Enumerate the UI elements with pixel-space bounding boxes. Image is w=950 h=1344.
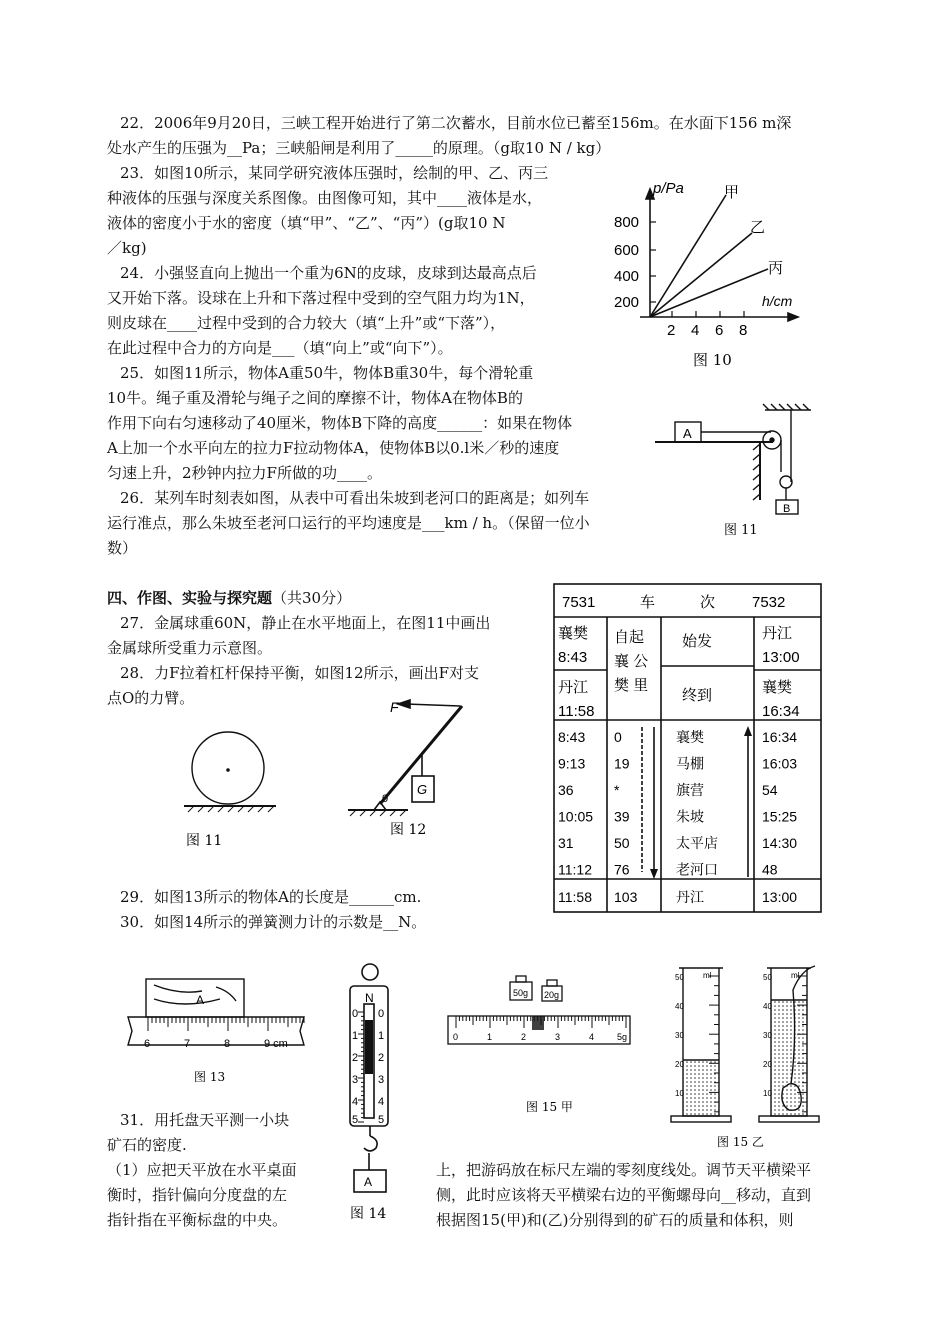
- fig10-series-jia: 甲: [724, 183, 740, 201]
- fig12-o: 0: [382, 793, 389, 805]
- timetable-cell: 39: [614, 808, 630, 825]
- timetable-cell: 14:30: [762, 835, 798, 851]
- tt-top-mid: 襄 公: [614, 653, 649, 670]
- tt-header-right: 7532: [752, 594, 786, 611]
- timetable-cell: 76: [614, 861, 630, 878]
- figure-15b: [665, 960, 845, 1155]
- timetable-cell: 丹江: [676, 889, 704, 905]
- fig10-line-jia: [650, 195, 726, 317]
- figure-14: [340, 960, 400, 1225]
- pointer-spring: [365, 1020, 373, 1074]
- fig10-xtick: 2: [667, 322, 676, 339]
- fig15b-tick: 20: [675, 1060, 684, 1069]
- tt-top-right: 丹江: [762, 625, 793, 642]
- fig13-caption: 图 13: [194, 1070, 226, 1084]
- q30: 30．如图14所示的弹簧测力计的示数是__N。: [120, 913, 427, 931]
- fig14-scale: 4: [352, 1096, 359, 1108]
- q27-line2: 金属球所受重力示意图。: [107, 639, 273, 657]
- fig15b-tick: 40: [675, 1002, 684, 1011]
- timetable-cell: 老河口: [676, 861, 718, 878]
- section-title-text: 四、作图、实验与探究题: [107, 589, 273, 607]
- train-timetable: [552, 582, 824, 916]
- fig13-tick: 7: [184, 1038, 191, 1050]
- timetable-cell: 13:00: [762, 889, 798, 905]
- fig15b-tick: 30: [763, 1031, 772, 1040]
- timetable-cell: 16:03: [762, 755, 798, 772]
- fig15b-unit: ml: [791, 971, 800, 980]
- fig15a-tick: 5g: [617, 1032, 628, 1042]
- section-points: （共30分）: [272, 589, 352, 607]
- tt-top-mid: 樊 里: [614, 677, 649, 694]
- fig15b-tick: 10: [763, 1089, 772, 1098]
- tt-top-left: 8:43: [558, 649, 588, 666]
- fig15b-tick: 10: [675, 1089, 684, 1098]
- force-arrow: [398, 700, 410, 708]
- fig10-xtick: 6: [715, 322, 724, 339]
- object-a-texture: [154, 985, 236, 1004]
- cylinder2-base: [759, 1116, 819, 1122]
- timetable-cell: 31: [558, 835, 574, 851]
- fig15b-tick: 50: [675, 973, 684, 982]
- fig10-xtick: 8: [739, 322, 748, 339]
- tt-header-left: 7531: [562, 594, 596, 611]
- figure-12: [340, 692, 475, 842]
- fig12-g: G: [417, 782, 428, 797]
- fig10-caption: 图 10: [693, 351, 732, 369]
- q23-line4: ／kg): [107, 239, 147, 257]
- timetable-cell: 50: [614, 835, 630, 851]
- ball-center: [226, 768, 230, 772]
- q25-line3: 作用下向右匀速移动了40厘米，物体B下降的高度______：如果在物体: [107, 414, 573, 432]
- timetable-cell: 襄樊: [676, 729, 704, 745]
- q23-line1: 23．如图10所示，某同学研究液体压强时，绘制的甲、乙、丙三: [120, 164, 549, 182]
- fig14-scale: 4: [378, 1096, 385, 1108]
- fig14-scale: 2: [378, 1052, 385, 1064]
- fig10-ytick: 400: [614, 268, 640, 285]
- fig14-top: N: [365, 991, 374, 1005]
- timetable-cell: 9:13: [558, 755, 586, 772]
- timetable-cell: 马棚: [676, 755, 704, 772]
- fig11-caption: 图 11: [724, 523, 758, 538]
- fig15a-w2: 20g: [544, 990, 560, 1000]
- fig15b-tick: 30: [675, 1031, 684, 1040]
- q31-left3: 指针指在平衡标盘的中央。: [107, 1211, 288, 1229]
- fig10-ylabel: p/Pa: [653, 180, 684, 197]
- tt-top-start: 始发: [682, 633, 713, 650]
- q31-left2: 衡时，指针偏向分度盘的左: [107, 1186, 288, 1204]
- q25-line4: A上加一个水平向左的拉力F拉动物体A，使物体B以0.l米／秒的速度: [107, 439, 560, 457]
- rider: [532, 1016, 544, 1030]
- timetable-cell: 54: [762, 782, 778, 798]
- timetable-cell: 11:58: [558, 889, 592, 905]
- timetable-cell: 太平店: [676, 835, 718, 851]
- timetable-cell: 旗营: [676, 782, 704, 798]
- fig10-line-yi: [650, 233, 752, 317]
- tt-top-left: 丹江: [558, 679, 589, 696]
- q31-line1: 31．用托盘天平测一小块: [120, 1111, 290, 1129]
- hook: [364, 1136, 377, 1151]
- fig10-series-bing: 丙: [768, 259, 784, 277]
- fig15a-w1: 50g: [513, 988, 529, 998]
- object-a: [146, 979, 244, 1017]
- fig10-ytick: 600: [614, 242, 640, 259]
- q29: 29．如图13所示的物体A的长度是______cm.: [120, 888, 422, 906]
- fig15a-caption: 图 15 甲: [526, 1100, 573, 1114]
- timetable-cell: 朱坡: [676, 808, 704, 825]
- movable-pulley: [780, 476, 792, 488]
- timetable-cell: 103: [614, 889, 638, 905]
- fig14-scale: 1: [352, 1030, 359, 1042]
- metal-ball: [192, 732, 264, 804]
- fig15b-unit: ml: [703, 971, 712, 980]
- down-arrow-head: [650, 869, 658, 879]
- q31-line2: 矿石的密度.: [107, 1136, 187, 1154]
- fig10-xlabel: h/cm: [762, 293, 793, 309]
- fig15a-tick: 4: [589, 1032, 595, 1042]
- fig13-tick: 9 cm: [264, 1038, 288, 1050]
- fig14-caption: 图 14: [350, 1206, 387, 1222]
- tt-top-left: 襄樊: [558, 625, 589, 642]
- timetable-cell: 19: [614, 755, 630, 772]
- fig11-ball-caption: 图 11: [186, 833, 223, 849]
- fig11-label-b: B: [783, 503, 791, 515]
- q31-right1: 上，把游码放在标尺左端的零刻度线处。调节天平横梁平: [436, 1161, 812, 1179]
- tt-header-ci: 次: [700, 594, 716, 611]
- fig15b-caption: 图 15 乙: [717, 1135, 764, 1149]
- tt-header-che: 车: [640, 594, 656, 611]
- fig13-label: A: [196, 993, 205, 1007]
- fig14-scale: 5: [352, 1114, 359, 1126]
- figure-11-pulley: [645, 400, 815, 545]
- q25-line2: 10牛。绳子重及滑轮与绳子之间的摩擦不计，物体A在物体B的: [107, 389, 523, 407]
- fig11-label-a: A: [683, 426, 692, 441]
- figure-10: [600, 175, 810, 375]
- force-line: [406, 704, 460, 706]
- fig10-ytick: 200: [614, 294, 640, 311]
- fig15b-tick: 40: [763, 1002, 772, 1011]
- top-ring: [362, 964, 378, 980]
- fig14-scale: 1: [378, 1030, 385, 1042]
- fig15b-tick: 20: [763, 1060, 772, 1069]
- fig14-scale: 0: [352, 1008, 359, 1020]
- fig15a-tick: 0: [453, 1032, 459, 1042]
- q31-right3: 根据图15(甲)和(乙)分别得到的矿石的质量和体积，则: [436, 1211, 794, 1229]
- q24-line4: 在此过程中合力的方向是___（填“向上”或“向下”）。: [107, 339, 453, 357]
- fig12-f: F: [390, 699, 399, 715]
- fig14-scale: 2: [352, 1052, 359, 1064]
- timetable-cell: 36: [558, 782, 574, 798]
- fig10-x-arrow: [788, 313, 798, 321]
- figure-11-ball: [180, 730, 280, 855]
- fig15b-tick: 50: [763, 973, 772, 982]
- q22-line1: 22．2006年9月20日，三峡工程开始进行了第二次蓄水，目前水位已蓄至156m。在水面下156 m深: [120, 114, 792, 132]
- timetable-cell: 16:34: [762, 729, 798, 745]
- section-title: [107, 587, 351, 609]
- timetable-cell: *: [614, 782, 620, 798]
- timetable-cell: 11:12: [558, 861, 592, 878]
- fig14-scale: 5: [378, 1114, 385, 1126]
- tt-top-end: 终到: [682, 687, 713, 704]
- up-arrow-head: [744, 726, 752, 736]
- fig10-xtick: 4: [691, 322, 700, 339]
- fig15a-tick: 2: [521, 1032, 527, 1042]
- figure-15a: [444, 970, 634, 1120]
- tt-top-right: 16:34: [762, 703, 800, 720]
- tt-top-left: 11:58: [558, 703, 595, 720]
- q25-line1: 25．如图11所示，物体A重50牛，物体B重30牛，每个滑轮重: [120, 364, 534, 382]
- fig14-label: A: [364, 1175, 373, 1189]
- timetable-cell: 0: [614, 729, 622, 745]
- fig10-line-bing: [650, 269, 768, 317]
- figure-13: [124, 975, 309, 1087]
- q28-line2: 点O的力臂。: [107, 689, 195, 707]
- fig13-tick: 8: [224, 1038, 231, 1050]
- q28-line1: 28．力F拉着杠杆保持平衡，如图12所示，画出F对支: [120, 664, 479, 682]
- timetable-cell: 48: [762, 861, 778, 878]
- q24-line2: 又开始下落。设球在上升和下落过程中受到的空气阻力均为1N，: [107, 289, 535, 307]
- q24-line1: 24．小强竖直向上抛出一个重为6N的皮球，皮球到达最高点后: [120, 264, 537, 282]
- tt-top-right: 襄樊: [762, 679, 793, 696]
- timetable-cell: 10:05: [558, 808, 594, 825]
- fig14-scale: 0: [378, 1008, 385, 1020]
- tt-top-mid: 自起: [614, 629, 645, 646]
- cylinder1-base: [671, 1116, 731, 1122]
- q23-line3: 液体的密度小于水的密度（填“甲”、“乙”、“丙”）(g取10 N: [107, 214, 506, 232]
- q26-line3: 数）: [107, 539, 138, 557]
- q31-right2: 侧，此时应该将天平横梁右边的平衡螺母向__移动，直到: [436, 1186, 812, 1204]
- q23-line2: 种液体的压强与深度关系图像。由图像可知，其中____液体是水，: [107, 189, 543, 207]
- fig13-tick: 6: [144, 1038, 151, 1050]
- fig15a-tick: 3: [555, 1032, 561, 1042]
- fig10-series-yi: 乙: [750, 218, 766, 236]
- timetable-cell: 8:43: [558, 729, 586, 745]
- tt-top-right: 13:00: [762, 649, 800, 666]
- cylinder1-water: [683, 1060, 719, 1116]
- q24-line3: 则皮球在____过程中受到的合力较大（填“上升”或“下落”），: [107, 314, 506, 332]
- q31-left1: （1）应把天平放在水平桌面: [107, 1161, 297, 1179]
- q26-line2: 运行准点，那么朱坡至老河口运行的平均速度是___km / h。（保留一位小: [107, 514, 590, 532]
- fig14-scale: 3: [352, 1074, 359, 1086]
- fig14-scale: 3: [378, 1074, 385, 1086]
- q25-line5: 匀速上升，2秒钟内拉力F所做的功____。: [107, 464, 382, 482]
- q26-line1: 26．某列车时刻表如图，从表中可看出朱坡到老河口的距离是；如列车: [120, 489, 590, 507]
- q27-line1: 27．金属球重60N，静止在水平地面上，在图11中画出: [120, 614, 491, 632]
- fig15a-tick: 1: [487, 1032, 493, 1042]
- fig12-caption: 图 12: [390, 822, 427, 838]
- timetable-cell: 15:25: [762, 808, 798, 825]
- q22-line2: 处水产生的压强为__Pa；三峡船闸是利用了_____的原理。（g取10 N / kg）: [107, 139, 611, 157]
- fig10-ytick: 800: [614, 214, 640, 231]
